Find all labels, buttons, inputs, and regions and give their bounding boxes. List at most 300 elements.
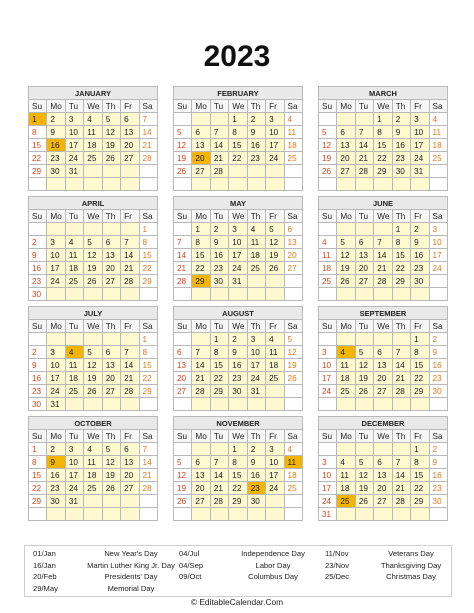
weekday-label: We <box>84 210 102 223</box>
holiday-name: New Year's Day <box>104 549 158 558</box>
day-cell: 7 <box>210 456 228 469</box>
weekday-label: Tu <box>355 100 373 113</box>
day-cell: 26 <box>319 165 337 178</box>
day-cell: 29 <box>210 385 228 398</box>
day-cell: 2 <box>47 443 65 456</box>
month-february <box>173 86 303 191</box>
empty-cell <box>355 288 373 301</box>
day-cell: 14 <box>174 249 192 262</box>
day-cell: 22 <box>392 262 410 275</box>
day-cell: 18 <box>284 139 302 152</box>
weekday-label: We <box>84 100 102 113</box>
day-cell: 14 <box>210 139 228 152</box>
day-cell: 8 <box>192 236 210 249</box>
weekday-label: Sa <box>429 210 447 223</box>
day-cell: 16 <box>429 469 447 482</box>
empty-cell <box>247 398 265 411</box>
day-cell: 30 <box>47 495 65 508</box>
day-cell: 13 <box>337 139 355 152</box>
day-cell: 11 <box>337 469 355 482</box>
day-cell: 27 <box>192 495 210 508</box>
holiday-day-cell: 4 <box>337 346 355 359</box>
day-cell: 14 <box>355 139 373 152</box>
day-cell: 28 <box>374 275 392 288</box>
weekday-label: Su <box>29 210 47 223</box>
empty-cell <box>266 508 284 521</box>
weekday-label: Su <box>174 430 192 443</box>
day-cell: 28 <box>210 495 228 508</box>
day-cell: 14 <box>121 359 139 372</box>
empty-cell <box>121 508 139 521</box>
day-cell: 30 <box>392 165 410 178</box>
weekday-label: Sa <box>284 430 302 443</box>
day-cell: 7 <box>192 346 210 359</box>
day-cell: 17 <box>229 249 247 262</box>
day-cell: 17 <box>319 482 337 495</box>
day-cell: 13 <box>374 359 392 372</box>
day-cell: 2 <box>29 236 47 249</box>
day-cell: 2 <box>392 113 410 126</box>
day-cell: 6 <box>337 126 355 139</box>
day-cell: 4 <box>284 113 302 126</box>
empty-cell <box>411 288 429 301</box>
day-cell: 28 <box>392 495 410 508</box>
day-cell: 8 <box>29 126 47 139</box>
day-cell: 11 <box>429 126 447 139</box>
day-cell: 23 <box>247 152 265 165</box>
weekday-label: Fr <box>266 100 284 113</box>
weekday-label: Su <box>319 210 337 223</box>
day-cell: 31 <box>65 495 83 508</box>
day-cell: 6 <box>374 456 392 469</box>
day-cell: 26 <box>355 385 373 398</box>
day-cell: 28 <box>174 275 192 288</box>
empty-cell <box>319 178 337 191</box>
holiday-day-cell: 1 <box>29 113 47 126</box>
day-cell: 25 <box>319 275 337 288</box>
day-cell: 30 <box>47 165 65 178</box>
day-cell: 15 <box>229 139 247 152</box>
weekday-label: Sa <box>139 100 157 113</box>
day-cell: 1 <box>229 443 247 456</box>
day-cell: 4 <box>266 333 284 346</box>
day-cell: 31 <box>47 398 65 411</box>
day-cell: 23 <box>47 152 65 165</box>
day-cell: 17 <box>266 469 284 482</box>
empty-cell <box>65 223 83 236</box>
weekday-label: Tu <box>210 320 228 333</box>
empty-cell <box>429 288 447 301</box>
month-november <box>173 416 303 521</box>
weekday-label: Mo <box>337 320 355 333</box>
day-cell: 1 <box>411 333 429 346</box>
empty-cell <box>65 288 83 301</box>
weekday-label: Fr <box>266 210 284 223</box>
day-cell: 21 <box>392 482 410 495</box>
day-cell: 27 <box>337 165 355 178</box>
weekday-label: Th <box>247 100 265 113</box>
month-name: APRIL <box>29 197 158 210</box>
empty-cell <box>355 223 373 236</box>
day-cell: 10 <box>266 456 284 469</box>
month-name: JUNE <box>319 197 448 210</box>
day-cell: 21 <box>374 262 392 275</box>
day-cell: 9 <box>392 126 410 139</box>
weekday-label: Tu <box>210 430 228 443</box>
day-cell: 26 <box>102 482 120 495</box>
empty-cell <box>374 443 392 456</box>
day-cell: 3 <box>266 113 284 126</box>
day-cell: 8 <box>411 456 429 469</box>
empty-cell <box>192 113 210 126</box>
month-name: MARCH <box>319 87 448 100</box>
day-cell: 24 <box>411 152 429 165</box>
empty-cell <box>121 495 139 508</box>
day-cell: 1 <box>192 223 210 236</box>
day-cell: 2 <box>47 113 65 126</box>
weekday-label: Mo <box>47 100 65 113</box>
day-cell: 21 <box>139 469 157 482</box>
empty-cell <box>174 333 192 346</box>
month-name: AUGUST <box>174 307 303 320</box>
day-cell: 10 <box>429 236 447 249</box>
day-cell: 20 <box>374 372 392 385</box>
weekday-label: Th <box>102 320 120 333</box>
day-cell: 10 <box>47 359 65 372</box>
weekday-label: Mo <box>47 320 65 333</box>
day-cell: 16 <box>47 469 65 482</box>
empty-cell <box>266 398 284 411</box>
day-cell: 8 <box>29 456 47 469</box>
day-cell: 7 <box>374 236 392 249</box>
empty-cell <box>84 178 102 191</box>
weekday-label: Sa <box>429 320 447 333</box>
day-cell: 15 <box>29 469 47 482</box>
day-cell: 5 <box>174 126 192 139</box>
day-cell: 26 <box>102 152 120 165</box>
day-cell: 23 <box>429 372 447 385</box>
weekday-label: Th <box>247 210 265 223</box>
day-cell: 28 <box>139 152 157 165</box>
empty-cell <box>247 165 265 178</box>
day-cell: 17 <box>247 359 265 372</box>
day-cell: 3 <box>266 443 284 456</box>
day-cell: 11 <box>337 359 355 372</box>
empty-cell <box>174 178 192 191</box>
day-cell: 22 <box>411 372 429 385</box>
day-cell: 28 <box>121 275 139 288</box>
day-cell: 19 <box>266 249 284 262</box>
day-cell: 21 <box>121 372 139 385</box>
day-cell: 12 <box>355 359 373 372</box>
empty-cell <box>319 223 337 236</box>
weekday-label: Su <box>174 210 192 223</box>
holiday-day-cell: 20 <box>192 152 210 165</box>
month-april <box>28 196 158 301</box>
day-cell: 26 <box>174 165 192 178</box>
empty-cell <box>192 178 210 191</box>
day-cell: 5 <box>319 126 337 139</box>
day-cell: 9 <box>247 126 265 139</box>
weekday-label: Mo <box>337 100 355 113</box>
month-name: OCTOBER <box>29 417 158 430</box>
day-cell: 25 <box>84 152 102 165</box>
day-cell: 9 <box>429 456 447 469</box>
day-cell: 3 <box>319 456 337 469</box>
day-cell: 13 <box>284 236 302 249</box>
day-cell: 17 <box>47 262 65 275</box>
holiday-name: Columbus Day <box>248 572 298 581</box>
day-cell: 30 <box>229 385 247 398</box>
month-may <box>173 196 303 301</box>
empty-cell <box>102 178 120 191</box>
day-cell: 9 <box>210 236 228 249</box>
empty-cell <box>192 333 210 346</box>
day-cell: 1 <box>210 333 228 346</box>
empty-cell <box>319 443 337 456</box>
day-cell: 13 <box>192 469 210 482</box>
empty-cell <box>121 333 139 346</box>
day-cell: 19 <box>337 262 355 275</box>
day-cell: 15 <box>374 139 392 152</box>
day-cell: 17 <box>47 372 65 385</box>
empty-cell <box>284 275 302 288</box>
weekday-label: Su <box>29 320 47 333</box>
day-cell: 7 <box>121 346 139 359</box>
day-cell: 19 <box>174 152 192 165</box>
weekday-label: Fr <box>121 210 139 223</box>
day-cell: 3 <box>247 333 265 346</box>
empty-cell <box>174 508 192 521</box>
day-cell: 6 <box>374 346 392 359</box>
empty-cell <box>47 508 65 521</box>
day-cell: 17 <box>319 372 337 385</box>
day-cell: 13 <box>102 249 120 262</box>
empty-cell <box>337 508 355 521</box>
empty-cell <box>174 223 192 236</box>
day-cell: 9 <box>229 346 247 359</box>
day-cell: 2 <box>229 333 247 346</box>
day-cell: 3 <box>65 443 83 456</box>
empty-cell <box>284 398 302 411</box>
day-cell: 21 <box>210 482 228 495</box>
weekday-label: Sa <box>429 430 447 443</box>
day-cell: 20 <box>121 139 139 152</box>
weekday-label: Sa <box>284 320 302 333</box>
day-cell: 24 <box>65 152 83 165</box>
empty-cell <box>355 443 373 456</box>
day-cell: 2 <box>29 346 47 359</box>
day-cell: 2 <box>247 113 265 126</box>
day-cell: 15 <box>139 359 157 372</box>
empty-cell <box>29 178 47 191</box>
day-cell: 26 <box>266 262 284 275</box>
day-cell: 21 <box>174 262 192 275</box>
day-cell: 19 <box>319 152 337 165</box>
day-cell: 25 <box>65 385 83 398</box>
day-cell: 19 <box>102 139 120 152</box>
day-cell: 9 <box>47 126 65 139</box>
holiday-day-cell: 25 <box>337 495 355 508</box>
holiday-date: 01/Jan <box>33 549 56 558</box>
day-cell: 1 <box>374 113 392 126</box>
holiday-name: Thanksgiving Day <box>380 560 442 570</box>
empty-cell <box>174 398 192 411</box>
weekday-label: Mo <box>192 430 210 443</box>
day-cell: 12 <box>284 346 302 359</box>
day-cell: 20 <box>102 262 120 275</box>
empty-cell <box>84 223 102 236</box>
day-cell: 12 <box>84 359 102 372</box>
day-cell: 26 <box>337 275 355 288</box>
day-cell: 22 <box>229 152 247 165</box>
day-cell: 5 <box>284 333 302 346</box>
day-cell: 13 <box>102 359 120 372</box>
day-cell: 14 <box>192 359 210 372</box>
empty-cell <box>374 223 392 236</box>
day-cell: 18 <box>84 469 102 482</box>
weekday-label: Su <box>174 100 192 113</box>
empty-cell <box>374 398 392 411</box>
day-cell: 19 <box>84 372 102 385</box>
day-cell: 15 <box>139 249 157 262</box>
day-cell: 6 <box>102 236 120 249</box>
day-cell: 16 <box>29 372 47 385</box>
empty-cell <box>229 165 247 178</box>
day-cell: 4 <box>429 113 447 126</box>
weekday-label: Su <box>319 100 337 113</box>
day-cell: 23 <box>429 482 447 495</box>
day-cell: 20 <box>355 262 373 275</box>
empty-cell <box>102 508 120 521</box>
day-cell: 23 <box>210 262 228 275</box>
day-cell: 27 <box>174 385 192 398</box>
empty-cell <box>374 288 392 301</box>
empty-cell <box>284 385 302 398</box>
day-cell: 14 <box>392 469 410 482</box>
empty-cell <box>102 165 120 178</box>
day-cell: 21 <box>192 372 210 385</box>
day-cell: 29 <box>29 495 47 508</box>
day-cell: 4 <box>84 443 102 456</box>
month-march <box>318 86 448 191</box>
weekday-label: Th <box>392 320 410 333</box>
weekday-label: Sa <box>139 430 157 443</box>
day-cell: 27 <box>102 385 120 398</box>
weekday-label: Sa <box>139 320 157 333</box>
day-cell: 4 <box>337 456 355 469</box>
empty-cell <box>29 223 47 236</box>
day-cell: 20 <box>284 249 302 262</box>
weekday-label: Th <box>102 210 120 223</box>
day-cell: 18 <box>429 139 447 152</box>
weekday-label: Fr <box>266 430 284 443</box>
empty-cell <box>355 333 373 346</box>
empty-cell <box>319 398 337 411</box>
day-cell: 12 <box>266 236 284 249</box>
day-cell: 14 <box>121 249 139 262</box>
day-cell: 25 <box>284 152 302 165</box>
weekday-label: Su <box>29 430 47 443</box>
empty-cell <box>266 178 284 191</box>
day-cell: 20 <box>192 482 210 495</box>
day-cell: 16 <box>247 139 265 152</box>
day-cell: 20 <box>337 152 355 165</box>
empty-cell <box>84 165 102 178</box>
empty-cell <box>210 508 228 521</box>
empty-cell <box>266 495 284 508</box>
day-cell: 8 <box>229 126 247 139</box>
day-cell: 15 <box>192 249 210 262</box>
day-cell: 31 <box>411 165 429 178</box>
weekday-label: Su <box>174 320 192 333</box>
month-august <box>173 306 303 411</box>
empty-cell <box>102 333 120 346</box>
empty-cell <box>174 288 192 301</box>
holiday-day-cell: 11 <box>284 456 302 469</box>
day-cell: 5 <box>102 443 120 456</box>
day-cell: 5 <box>84 236 102 249</box>
day-cell: 5 <box>355 456 373 469</box>
day-cell: 8 <box>210 346 228 359</box>
empty-cell <box>102 495 120 508</box>
day-cell: 8 <box>229 456 247 469</box>
empty-cell <box>429 165 447 178</box>
empty-cell <box>266 385 284 398</box>
empty-cell <box>229 508 247 521</box>
empty-cell <box>429 398 447 411</box>
day-cell: 18 <box>337 482 355 495</box>
day-cell: 29 <box>392 275 410 288</box>
weekday-label: We <box>374 320 392 333</box>
month-name: MAY <box>174 197 303 210</box>
day-cell: 3 <box>429 223 447 236</box>
day-cell: 12 <box>319 139 337 152</box>
day-cell: 15 <box>29 139 47 152</box>
day-cell: 19 <box>284 359 302 372</box>
weekday-label: Th <box>392 100 410 113</box>
empty-cell <box>121 178 139 191</box>
empty-cell <box>139 495 157 508</box>
empty-cell <box>266 165 284 178</box>
empty-cell <box>337 443 355 456</box>
day-cell: 24 <box>229 262 247 275</box>
empty-cell <box>47 223 65 236</box>
day-cell: 12 <box>84 249 102 262</box>
day-cell: 17 <box>65 469 83 482</box>
month-name: JULY <box>29 307 158 320</box>
day-cell: 29 <box>139 385 157 398</box>
day-cell: 29 <box>229 495 247 508</box>
day-cell: 12 <box>337 249 355 262</box>
holiday-date: 11/Nov <box>325 549 349 558</box>
day-cell: 18 <box>65 262 83 275</box>
empty-cell <box>411 398 429 411</box>
empty-cell <box>355 178 373 191</box>
empty-cell <box>411 508 429 521</box>
month-october <box>28 416 158 521</box>
day-cell: 25 <box>429 152 447 165</box>
day-cell: 22 <box>411 482 429 495</box>
holiday-day-cell: 29 <box>192 275 210 288</box>
day-cell: 9 <box>247 456 265 469</box>
holiday-day-cell: 23 <box>247 482 265 495</box>
day-cell: 16 <box>392 139 410 152</box>
weekday-label: Sa <box>284 100 302 113</box>
holiday-date: 23/Nov <box>325 560 350 570</box>
day-cell: 25 <box>337 385 355 398</box>
empty-cell <box>247 275 265 288</box>
